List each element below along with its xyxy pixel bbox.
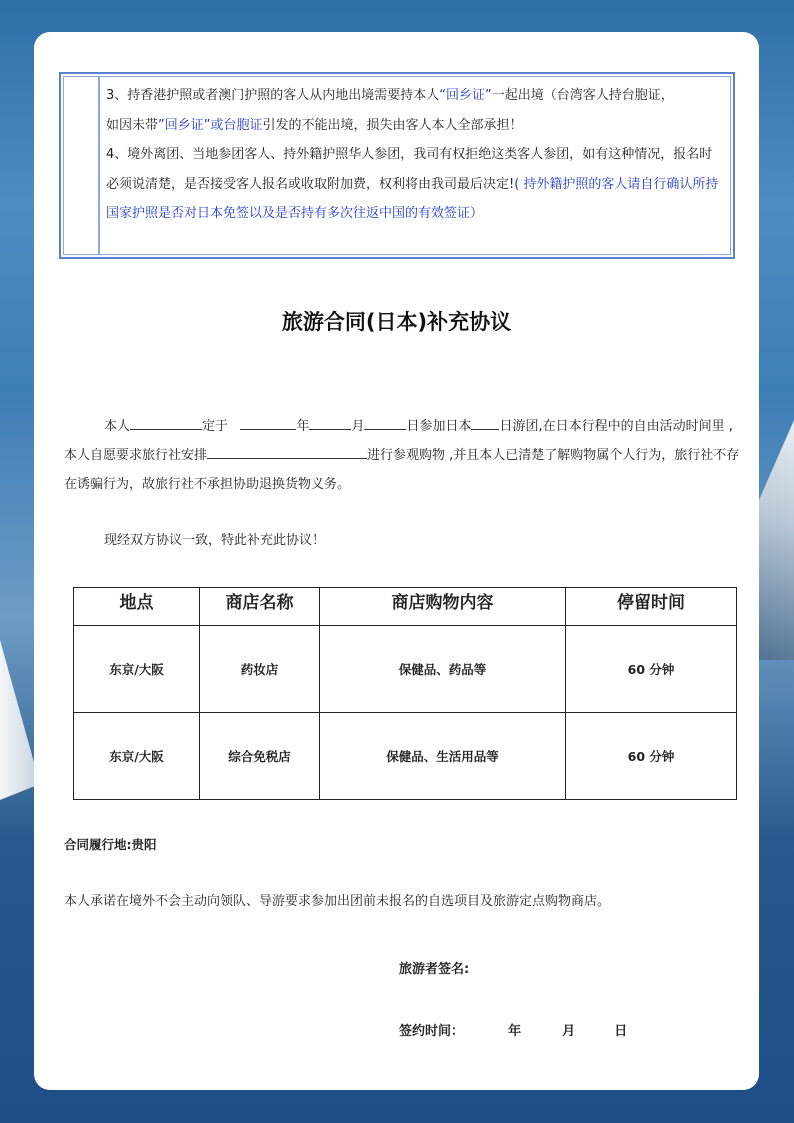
document-page [34,32,759,1090]
year-blank[interactable] [240,415,296,430]
header-location: 地点 [74,588,200,626]
cell-stay-time: 60 分钟 [566,713,737,800]
cell-location: 东京/大阪 [74,626,200,713]
document-title: 旅游合同(日本)补充协议 [281,310,512,334]
table-header-row [74,588,737,626]
notice-item-4: 4、境外离团、当地参团客人、持外籍护照华人参团，我司有权拒绝这类客人参团，如有这种情况，报名时必须说清楚，是否接受客人报名或收取附加费，权利将由我司最后决定!( 持外籍护照的客人请自行确认所持国家护照是否对日本免签以及是否持有多次往返中国的有效签证） [106,147,719,221]
signing-day-label: 日 [614,1024,628,1039]
name-blank[interactable] [130,415,202,430]
table-row [74,713,737,800]
header-shop-content: 商店购物内容 [320,588,566,626]
cell-shop-content: 保健品、药品等 [320,626,566,713]
signing-month-label: 月 [562,1024,576,1039]
contract-place: 合同履行地:贵阳 [64,837,157,852]
month-blank[interactable] [309,415,351,430]
signing-date [399,1020,627,1039]
cell-shop-content: 保健品、生活用品等 [320,713,566,800]
agreement-statement: 现经双方协议一致，特此补充此协议！ [104,533,326,548]
agreement-paragraph: 本人 定于 年 月 日参加日本 日游团,在日本行程中的自由活动时间里 ,本人自愿要求旅行社安排 进行参观购物 ,并且本人已清楚了解购物属个人行为，旅行社不存在诱骗行为，故旅行社不承担协助退换货物义务。 [64,412,744,499]
notice-item-3: 3、持香港护照或者澳门护照的客人从内地出境需要持本人“回乡证”一起出境（台湾客人持台胞证， 如因未带”回乡证”或台胞证引发的不能出境，损失由客人本人全部承担！ [106,88,674,133]
cell-stay-time: 60 分钟 [566,626,737,713]
cell-shop-name: 药妆店 [200,626,320,713]
cell-shop-name: 综合免税店 [200,713,320,800]
table-row [74,626,737,713]
notice-box [59,72,735,259]
signing-date-label: 签约时间： [399,1024,465,1039]
signing-year-label: 年 [508,1024,522,1039]
days-blank[interactable] [471,415,499,430]
shop-blank[interactable] [207,444,367,459]
traveler-promise: 本人承诺在境外不会主动向领队、导游要求参加出团前未报名的自选项目及旅游定点购物商店。 [64,894,611,909]
cell-location: 东京/大阪 [74,713,200,800]
header-shop-name: 商店名称 [200,588,320,626]
day-blank[interactable] [364,415,406,430]
notice-gutter [64,77,100,254]
header-stay-time: 停留时间 [566,588,737,626]
shopping-table [73,587,737,800]
traveler-signature-label: 旅游者签名: [399,962,470,977]
notice-text [106,81,724,229]
